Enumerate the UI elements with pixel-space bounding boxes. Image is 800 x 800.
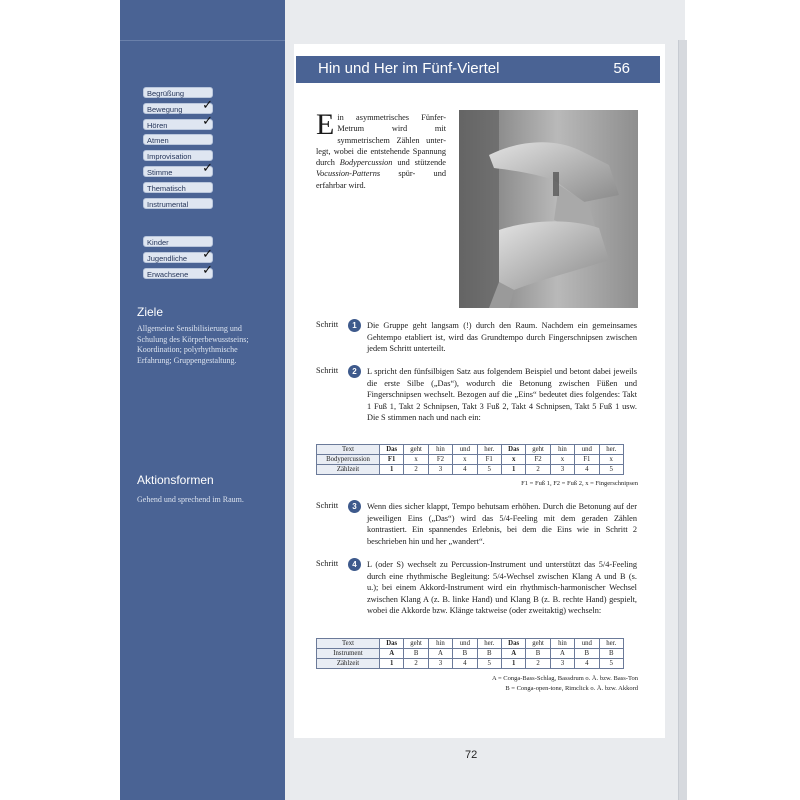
table-cell: 1 (380, 465, 404, 475)
intro-text-2: und stützende (392, 158, 446, 168)
table-cell: Das (380, 639, 404, 649)
tag-atmen: Atmen (143, 134, 213, 145)
table-cell: und (453, 445, 477, 455)
table-row (317, 649, 624, 659)
step-label: Schritt (316, 501, 339, 510)
row-header-cell: Zählzeit (317, 659, 380, 669)
table-cell: 1 (501, 465, 525, 475)
row-header-cell: Text (317, 639, 380, 649)
intro-emphasis-1: Bodypercussion (339, 158, 393, 168)
intro-text-3: spür- und erfahrbar wird. (316, 169, 446, 190)
tag-jugendliche: Jugendliche ✓ (143, 252, 213, 263)
table-row (317, 445, 624, 455)
sidebar-divider (120, 40, 285, 41)
tag-thematisch: Thematisch (143, 182, 213, 193)
table-cell: Das (501, 639, 525, 649)
table-cell: hin (428, 639, 452, 649)
table-cell: x (599, 455, 623, 465)
table-note-a: A = Conga-Bass-Schlag, Bassdrum o. Ä. bzw. Bass-Ton (492, 675, 638, 682)
tag-hören: Hören ✓ (143, 119, 213, 130)
drop-cap: E (316, 108, 335, 141)
table-cell: hin (550, 445, 574, 455)
step-number-badge: 2 (348, 365, 361, 378)
table-cell: 2 (404, 659, 428, 669)
title-bar (296, 56, 660, 83)
page-number: 72 (465, 749, 478, 761)
table-cell: F2 (428, 455, 452, 465)
check-icon: ✓ (202, 262, 213, 278)
table-cell: x (550, 455, 574, 465)
step-number-badge: 4 (348, 558, 361, 571)
check-icon: ✓ (202, 97, 213, 113)
table-cell: 4 (453, 465, 477, 475)
table-cell: 2 (404, 465, 428, 475)
table-cell: her. (477, 639, 501, 649)
row-header-cell: Instrument (317, 649, 380, 659)
table-cell: 3 (428, 659, 452, 669)
table-cell: A (380, 649, 404, 659)
step-label: Schritt (316, 320, 339, 329)
step-text: Die Gruppe geht langsam (!) durch den Raum. Nachdem ein gemeinsames Gehtempo etabliert ist, wird das Grundtempo durch Fingerschnipsen zwischen jedem Schritt unterteilt. (367, 321, 637, 353)
check-icon: ✓ (202, 161, 213, 176)
table-cell: B (526, 649, 550, 659)
row-header-cell: Text (317, 445, 380, 455)
aktionsformen-text: Gehend und sprechend im Raum. (137, 495, 244, 504)
tag-kinder: Kinder (143, 236, 213, 247)
table-cell: x (501, 455, 525, 465)
table-cell: 3 (550, 659, 574, 669)
table-row (317, 659, 624, 669)
table-cell: B (404, 649, 428, 659)
table-cell: 5 (599, 659, 623, 669)
table-cell: her. (599, 639, 623, 649)
table-cell: x (453, 455, 477, 465)
rhythm-table-instrument (316, 638, 624, 669)
row-header-cell: Bodypercussion (317, 455, 380, 465)
step-label: Schritt (316, 559, 339, 568)
activity-number: 56 (613, 60, 630, 77)
table-cell: A (428, 649, 452, 659)
table-cell: her. (477, 445, 501, 455)
table-cell: 5 (477, 465, 501, 475)
table-cell: A (550, 649, 574, 659)
table-cell: 3 (550, 465, 574, 475)
table-cell: F2 (526, 455, 550, 465)
table-cell: geht (526, 445, 550, 455)
check-icon: ✓ (202, 246, 213, 262)
intro-text-1: in asymmetrisches Fünfer-Metrum wird mit symmetrischem Zählen unterlegt, wobei die entstehende Spannung durch (316, 113, 446, 168)
table-cell: F1 (477, 455, 501, 465)
table-cell: hin (428, 445, 452, 455)
table-cell: 5 (477, 659, 501, 669)
table-cell: 1 (501, 659, 525, 669)
table-cell: und (453, 639, 477, 649)
tag-stimme: Stimme ✓ (143, 166, 213, 177)
table-cell: geht (526, 639, 550, 649)
tag-bewegung: Bewegung ✓ (143, 103, 213, 114)
table-cell: her. (599, 445, 623, 455)
table-cell: und (575, 639, 599, 649)
table-cell: F1 (575, 455, 599, 465)
table-cell: 3 (428, 465, 452, 475)
tag-instrumental: Instrumental (143, 198, 213, 209)
step-label: Schritt (316, 366, 339, 375)
step-text: Wenn dies sicher klappt, Tempo behutsam erhöhen. Durch die Betonung auf der jeweiligen Eins („Das“) wird das 5/4-Feeling mit dem geraden Zählen kontrastiert. Ein spannendes Erlebnis, bei dem die Eins wie in Schritt 2 beschrieben hin und her „wandert“. (367, 502, 637, 546)
table-cell: B (599, 649, 623, 659)
intro-paragraph (316, 108, 446, 191)
table-cell: A (501, 649, 525, 659)
table-cell: 2 (526, 659, 550, 669)
page-title: Hin und Her im Fünf-Viertel (318, 60, 500, 77)
table-cell: 5 (599, 465, 623, 475)
row-header-cell: Zählzeit (317, 465, 380, 475)
table-row (317, 465, 624, 475)
table-note-b: B = Conga-open-tone, Rimclick o. Ä. bzw. Akkord (505, 685, 638, 692)
table-cell: geht (404, 639, 428, 649)
step-text: L spricht den fünfsilbigen Satz aus folgendem Beispiel und betont dabei jeweils die erste Silbe („Das“), wodurch die Betonung zwischen Füßen und Fingerschnipsen wechselt. Bezogen auf die „Eins“ bedeutet dies folgendes: Takt 1 Fuß 1, Takt 2 Schnipsen, Takt 3 Fuß 2, Takt 4 Schnipsen, Takt 5 Fuß 1 usw. Die S stimmen nach und nach ein: (367, 367, 637, 422)
tag-improvisation: Improvisation (143, 150, 213, 161)
table-cell: geht (404, 445, 428, 455)
step-number-badge: 1 (348, 319, 361, 332)
page-edge (678, 40, 687, 800)
table-cell: 2 (526, 465, 550, 475)
table-cell: B (453, 649, 477, 659)
tag-begrüßung: Begrüßung (143, 87, 213, 98)
aktionsformen-heading: Aktionsformen (137, 473, 214, 487)
table-cell: B (575, 649, 599, 659)
ziele-text: Allgemeine Sensibilisierung und Schulung des Körperbewusstseins; Koordination; polyrhythmische Erfahrung; Gruppengestaltung. (137, 324, 249, 365)
table-cell: hin (550, 639, 574, 649)
table-row (317, 455, 624, 465)
table-cell: und (575, 445, 599, 455)
tag-erwachsene: Erwachsene ✓ (143, 268, 213, 279)
table-cell: 1 (380, 659, 404, 669)
table-cell: B (477, 649, 501, 659)
step-text: L (oder S) wechselt zu Percussion-Instrument und unterstützt das 5/4-Feeling durch eine rhythmische Begleitung: 5/4-Wechsel zwischen Klang A und B (s. u.); bei einem Akkord-Instrument wird ein rhythmisch-harmonischer Wechsel zwischen Klang A (z. B. linke Hand) und Klang B (z. B. rechte Hand) gespielt, wobei die Akkorde bzw. Klänge taktweise (oder zweitaktig) wechseln: (367, 560, 637, 615)
table-cell: x (404, 455, 428, 465)
ziele-heading: Ziele (137, 305, 164, 319)
rhythm-table-bodypercussion (316, 444, 624, 475)
table-cell: 4 (453, 659, 477, 669)
table-cell: 4 (575, 465, 599, 475)
table-cell: Das (380, 445, 404, 455)
intro-emphasis-2: Vocussion-Patterns (316, 169, 381, 179)
table-cell: F1 (380, 455, 404, 465)
hands-photo (459, 110, 638, 308)
table-cell: 4 (575, 659, 599, 669)
table-cell: Das (501, 445, 525, 455)
table-note: F1 = Fuß 1, F2 = Fuß 2, x = Fingerschnipsen (521, 480, 638, 487)
check-icon: ✓ (202, 113, 213, 129)
step-number-badge: 3 (348, 500, 361, 513)
table-row (317, 639, 624, 649)
